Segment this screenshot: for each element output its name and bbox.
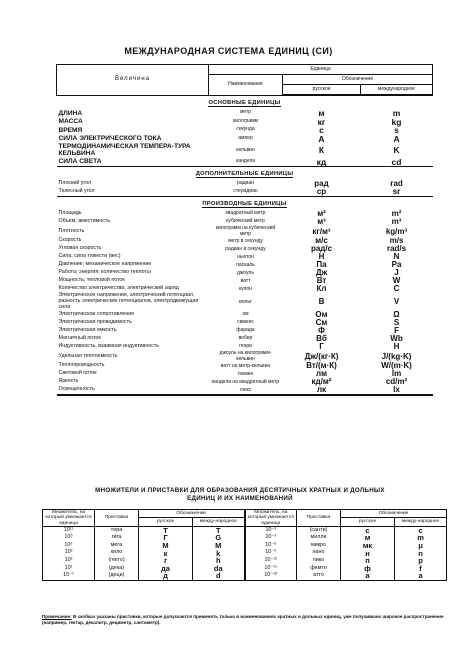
quantity-name: Электрическая проводимость xyxy=(58,319,132,326)
prefixes-table xyxy=(42,509,447,581)
prefixes-title xyxy=(40,487,440,504)
prefix-row xyxy=(43,557,447,565)
unit-row xyxy=(57,311,433,319)
symbol-international: J/(kg·K) xyxy=(381,351,412,361)
unit-name: кубический метр xyxy=(226,218,265,225)
symbol-russian: ср xyxy=(316,187,327,197)
symbol-international: F xyxy=(394,326,399,336)
symbol-russian: м² xyxy=(317,209,326,219)
prefix-multiplier: 10⁻² xyxy=(245,526,297,534)
symbol-international: kg xyxy=(391,116,402,127)
prefix-multiplier: 10³ xyxy=(43,550,95,558)
quantity-name: Объем, вместимость xyxy=(58,218,111,225)
symbol-russian: См xyxy=(315,318,328,328)
symbol-russian: лм xyxy=(316,369,327,379)
symbol-international: m³ xyxy=(391,217,402,227)
unit-name: ом xyxy=(242,311,249,318)
quantity-name: Удельная теплоемкость xyxy=(58,352,118,359)
prefix-row xyxy=(43,542,447,550)
quantity-name: Плоский угол xyxy=(58,180,92,187)
section-heading: ДОПОЛНИТЕЛЬНЫЕ ЕДИНИЦЫ xyxy=(195,171,294,177)
unit-name: ватт xyxy=(240,277,251,284)
prefix-name: милли xyxy=(297,534,341,542)
prefix-multiplier: 10⁻³ xyxy=(245,534,297,542)
prefix-symbol-russian: н xyxy=(341,550,395,558)
symbol-russian: К xyxy=(318,145,325,156)
footnote xyxy=(42,614,446,626)
prefix-multiplier: 10⁻¹⁸ xyxy=(245,572,297,580)
prefix-symbol-russian: с xyxy=(341,526,395,534)
header-designation: Обозначение xyxy=(283,75,433,85)
symbol-international: W/(m·K) xyxy=(381,361,412,371)
unit-name: люмен xyxy=(237,370,254,377)
symbol-international: m xyxy=(392,108,401,118)
unit-name: метр xyxy=(239,109,252,116)
section-heading-cell xyxy=(57,167,433,180)
section-heading-row xyxy=(57,167,433,180)
unit-name: вольт xyxy=(239,298,252,305)
prefix-symbol-international: f xyxy=(395,565,447,573)
section-heading-cell xyxy=(57,197,433,210)
symbol-russian: Вт/(м·К) xyxy=(306,361,337,371)
unit-name: радиан xyxy=(237,180,254,187)
symbol-russian: кг xyxy=(317,116,326,127)
quantity-name: Количество электричества; электрический заряд xyxy=(58,285,179,292)
symbol-international: cd xyxy=(391,156,402,167)
prefix-symbol-russian: д xyxy=(139,572,193,580)
prefix-symbol-international: da xyxy=(193,565,245,573)
prefix-row xyxy=(43,534,447,542)
prefix-multiplier: 10⁻¹ xyxy=(43,572,95,580)
quantity-name: ДЛИНА xyxy=(58,109,83,117)
symbol-international: S xyxy=(393,318,400,328)
unit-row xyxy=(57,362,433,370)
prefix-symbol-russian: да xyxy=(139,565,193,573)
unit-name: фарада xyxy=(236,327,255,334)
symbol-russian: рад/с xyxy=(310,244,333,254)
quantity-name: Плотность xyxy=(58,227,85,234)
unit-row xyxy=(57,237,433,245)
unit-name: генри xyxy=(239,343,252,350)
symbol-russian: Г xyxy=(319,342,324,352)
symbol-russian: Н xyxy=(318,252,325,262)
quantity-name: Яркость xyxy=(58,378,79,385)
prefix-symbol-international: T xyxy=(193,526,245,534)
symbol-international: rad/s xyxy=(386,244,407,254)
prefix-symbol-international: M xyxy=(193,542,245,550)
pref-header-international: между-народное xyxy=(193,518,245,526)
unit-row xyxy=(57,293,433,311)
unit-row xyxy=(57,158,433,167)
quantity-name: СИЛА СВЕТА xyxy=(58,158,102,166)
prefix-symbol-russian: ф xyxy=(341,565,395,573)
symbol-russian: рад xyxy=(314,179,329,189)
header-international: международное xyxy=(361,85,433,96)
quantity-name: Телесный угол xyxy=(58,188,95,195)
header-units: Единица xyxy=(209,65,433,75)
section-heading-row xyxy=(57,197,433,210)
unit-name: паскаль xyxy=(236,261,255,268)
prefix-symbol-russian: Г xyxy=(139,534,193,542)
prefix-symbol-russian: м xyxy=(341,534,395,542)
quantity-name: Электрическое напряжение, электрический потенциал, разность электрических потенциалов, электродвижущая сила xyxy=(58,292,199,311)
quantity-name: Угловая скорость xyxy=(58,245,102,252)
unit-row xyxy=(57,118,433,127)
quantity-name: ТЕРМОДИНАМИЧЕСКАЯ ТЕМПЕРА-ТУРА КЕЛЬВИНА xyxy=(58,143,191,158)
symbol-russian: м³ xyxy=(317,217,326,227)
prefix-row xyxy=(43,565,447,573)
prefix-symbol-russian: п xyxy=(341,557,395,565)
quantity-name: ВРЕМЯ xyxy=(58,126,83,134)
prefix-symbol-russian: Т xyxy=(139,526,193,534)
quantity-name: Освещенность xyxy=(58,386,95,393)
quantity-name: Сила; сила тяжести (вес) xyxy=(58,253,121,260)
quantity-name: Скорость xyxy=(58,237,82,244)
symbol-russian: Вб xyxy=(316,334,327,344)
prefix-multiplier: 10⁻⁹ xyxy=(245,550,297,558)
symbol-russian: лк xyxy=(316,385,327,395)
prefix-name: кило xyxy=(95,550,139,558)
symbol-international: m² xyxy=(391,209,402,219)
prefix-row xyxy=(43,526,447,534)
unit-row xyxy=(57,245,433,253)
symbol-international: K xyxy=(393,145,400,156)
header-russian: русское xyxy=(283,85,361,96)
symbol-international: Pa xyxy=(391,260,402,270)
unit-name: секунда xyxy=(236,126,255,133)
symbol-russian: Вт xyxy=(316,276,327,286)
quantity-name: Площадь xyxy=(58,210,82,217)
symbol-international: W xyxy=(392,276,401,286)
symbol-international: C xyxy=(393,284,400,294)
unit-name: люкс xyxy=(239,386,252,393)
quantity-name: Электрическое сопротивление xyxy=(58,311,135,318)
symbol-international: V xyxy=(393,297,400,307)
quantity-name: МАССА xyxy=(58,118,83,126)
end-line xyxy=(57,394,433,395)
section-heading: ОСНОВНЫЕ ЕДИНИЦЫ xyxy=(208,99,281,106)
unit-name: кандела xyxy=(235,158,256,165)
prefix-symbol-russian: мк xyxy=(341,542,395,550)
pref-header-multiplier-right: Множитель, на который умножается единица xyxy=(245,510,297,527)
section-heading-row xyxy=(57,95,433,109)
unit-row xyxy=(57,188,433,197)
pref-header-multiplier: Множитель, на который умножается единица xyxy=(43,510,95,527)
prefix-multiplier: 10⁻⁶ xyxy=(245,542,297,550)
prefix-symbol-international: μ xyxy=(395,542,447,550)
prefix-name: нано xyxy=(297,550,341,558)
prefix-symbol-russian: а xyxy=(341,572,395,580)
symbol-russian: Дж/(кг·К) xyxy=(304,351,339,361)
symbol-russian: Ом xyxy=(315,310,328,320)
prefixes-body xyxy=(43,526,447,580)
pref-header-prefix: Приставка xyxy=(95,510,139,527)
symbol-russian: Кл xyxy=(316,284,327,294)
symbol-russian: кд/м² xyxy=(311,377,332,387)
prefix-multiplier: 10⁶ xyxy=(43,542,95,550)
unit-name: джоуль на килограмм-кельвин xyxy=(219,350,272,362)
prefix-multiplier: 10² xyxy=(43,557,95,565)
page-title: МЕЖДУНАРОДНАЯ СИСТЕМА ЕДИНИЦ (СИ) xyxy=(124,46,333,56)
unit-name: вебер xyxy=(238,335,253,342)
unit-name: кельвин xyxy=(236,146,255,153)
unit-row xyxy=(57,327,433,335)
unit-name: кандела на квадратный метр xyxy=(211,378,280,385)
symbol-russian: кд xyxy=(316,156,327,167)
quantity-name: СИЛА ЭЛЕКТРИЧЕСКОГО ТОКА xyxy=(58,135,162,143)
quantity-name: Давление; механическое напряжение xyxy=(58,261,152,268)
unit-name: сименс xyxy=(237,319,254,326)
unit-row xyxy=(57,226,433,237)
pref-header-designation-right: Обозначение xyxy=(341,510,447,518)
pref-header-russian-right: русское xyxy=(341,518,395,526)
prefix-symbol-international: n xyxy=(395,550,447,558)
si-units-body xyxy=(57,95,433,395)
unit-name: килограмм xyxy=(233,117,258,124)
pref-header-designation: Обозначение xyxy=(139,510,245,518)
quantity-name: Электрическая емкость xyxy=(58,327,117,334)
prefix-multiplier: 10⁹ xyxy=(43,534,95,542)
quantity-name: Мощность; тепловой поток xyxy=(58,277,125,284)
symbol-international: H xyxy=(393,342,400,352)
prefix-symbol-international: k xyxy=(193,550,245,558)
symbol-international: N xyxy=(393,252,400,262)
prefix-name: (деци) xyxy=(95,572,139,580)
section-heading-cell xyxy=(57,95,433,109)
symbol-russian: кг/м³ xyxy=(312,226,331,236)
prefixes-title-line2: ЕДИНИЦ И ИХ НАИМЕНОВАНИЙ xyxy=(187,495,293,503)
unit-name: стерадиан xyxy=(233,188,258,195)
prefix-symbol-international: G xyxy=(193,534,245,542)
prefix-name: тера xyxy=(95,526,139,534)
unit-row xyxy=(57,180,433,188)
unit-row xyxy=(57,335,433,343)
prefix-name: (санти) xyxy=(297,526,341,534)
header-naming: Наименование xyxy=(209,75,283,96)
prefix-symbol-international: a xyxy=(395,572,447,580)
prefix-row xyxy=(43,572,447,580)
pref-header-international-right: между-народное xyxy=(395,518,447,526)
quantity-name: Магнитный поток xyxy=(58,335,101,342)
prefix-name: фемто xyxy=(297,565,341,573)
symbol-russian: А xyxy=(318,133,325,144)
symbol-international: Wb xyxy=(390,334,403,344)
prefix-name: микро xyxy=(297,542,341,550)
quantity-name: Теплопроводность xyxy=(58,362,105,369)
symbol-international: rad xyxy=(390,179,403,189)
pref-header-prefix-right: Приставка xyxy=(297,510,341,527)
symbol-russian: м/с xyxy=(315,236,328,246)
symbol-russian: Дж xyxy=(315,268,328,278)
prefix-symbol-russian: г xyxy=(139,557,193,565)
prefix-symbol-international: d xyxy=(193,572,245,580)
unit-name: ватт на метр-кельвин xyxy=(220,362,271,369)
unit-row xyxy=(57,319,433,327)
symbol-international: kg/m³ xyxy=(385,226,408,236)
unit-name: кулон xyxy=(238,285,253,292)
symbol-international: lx xyxy=(393,385,400,395)
prefix-symbol-international: h xyxy=(193,557,245,565)
symbol-russian: м xyxy=(318,108,325,118)
footnote-text: В скобках указаны приставки, которые допускается применять только в наименованиях кратных и дольных единиц, уже получивших широкое распространение (например, гектар, декалитр, дециметр, сантиметр). xyxy=(42,614,444,626)
unit-name: килограмм на кубический метр xyxy=(215,225,276,237)
unit-name: джоуль xyxy=(237,269,254,276)
symbol-international: s xyxy=(394,125,399,135)
unit-row xyxy=(57,378,433,386)
section-heading: ПРОИЗВОДНЫЕ ЕДИНИЦЫ xyxy=(202,201,287,207)
prefix-name: атто xyxy=(297,572,341,580)
symbol-international: m/s xyxy=(389,236,404,246)
symbol-international: sr xyxy=(392,187,401,197)
prefix-multiplier: 10⁻¹² xyxy=(245,557,297,565)
quantity-name: Работа; энергия; количество теплоты xyxy=(58,269,151,276)
prefix-name: пико xyxy=(297,557,341,565)
quantity-name: Индуктивность, взаимная индуктивность xyxy=(58,343,160,350)
symbol-russian: Ф xyxy=(318,326,325,336)
pref-header-russian: русское xyxy=(139,518,193,526)
quantity-name: Световой поток xyxy=(58,370,97,377)
unit-name: ньютон xyxy=(237,253,254,260)
prefix-row xyxy=(43,550,447,558)
si-units-table xyxy=(56,64,433,396)
prefix-name: гига xyxy=(95,534,139,542)
prefix-name: (гекто) xyxy=(95,557,139,565)
footnote-label: Примечание: xyxy=(42,614,72,619)
symbol-international: cd/m² xyxy=(385,377,408,387)
prefix-symbol-russian: М xyxy=(139,542,193,550)
prefix-multiplier: 10¹ xyxy=(43,565,95,573)
prefix-symbol-international: p xyxy=(395,557,447,565)
prefix-name: мега xyxy=(95,542,139,550)
prefix-multiplier: 10¹² xyxy=(43,526,95,534)
unit-row xyxy=(57,370,433,378)
table-end-line xyxy=(57,394,433,395)
unit-row xyxy=(57,135,433,144)
symbol-international: Ω xyxy=(393,310,400,320)
prefixes-title-line1: МНОЖИТЕЛИ И ПРИСТАВКИ ДЛЯ ОБРАЗОВАНИЯ ДЕСЯТИЧНЫХ КРАТНЫХ И ДОЛЬНЫХ xyxy=(95,487,385,494)
symbol-international: J xyxy=(394,268,399,278)
symbol-russian: Па xyxy=(316,260,327,270)
symbol-international: lm xyxy=(391,369,402,379)
unit-row xyxy=(57,351,433,362)
unit-name: радиан в секунду xyxy=(225,245,266,252)
unit-row xyxy=(57,253,433,261)
prefix-symbol-international: c xyxy=(395,526,447,534)
unit-row xyxy=(57,109,433,118)
header-quantity: Величина xyxy=(57,65,209,96)
prefix-symbol-international: m xyxy=(395,534,447,542)
unit-row xyxy=(57,143,433,158)
prefix-name: (дека) xyxy=(95,565,139,573)
symbol-international: A xyxy=(393,133,400,144)
unit-name: квадратный метр xyxy=(225,210,266,217)
unit-name: метр в секунду xyxy=(228,237,263,244)
prefix-multiplier: 10⁻¹⁵ xyxy=(245,565,297,573)
unit-name: ампер xyxy=(238,134,253,141)
unit-row xyxy=(57,261,433,269)
unit-row xyxy=(57,386,433,394)
unit-row xyxy=(57,126,433,135)
symbol-russian: с xyxy=(319,125,324,135)
symbol-russian: В xyxy=(318,297,325,307)
prefix-symbol-russian: к xyxy=(139,550,193,558)
